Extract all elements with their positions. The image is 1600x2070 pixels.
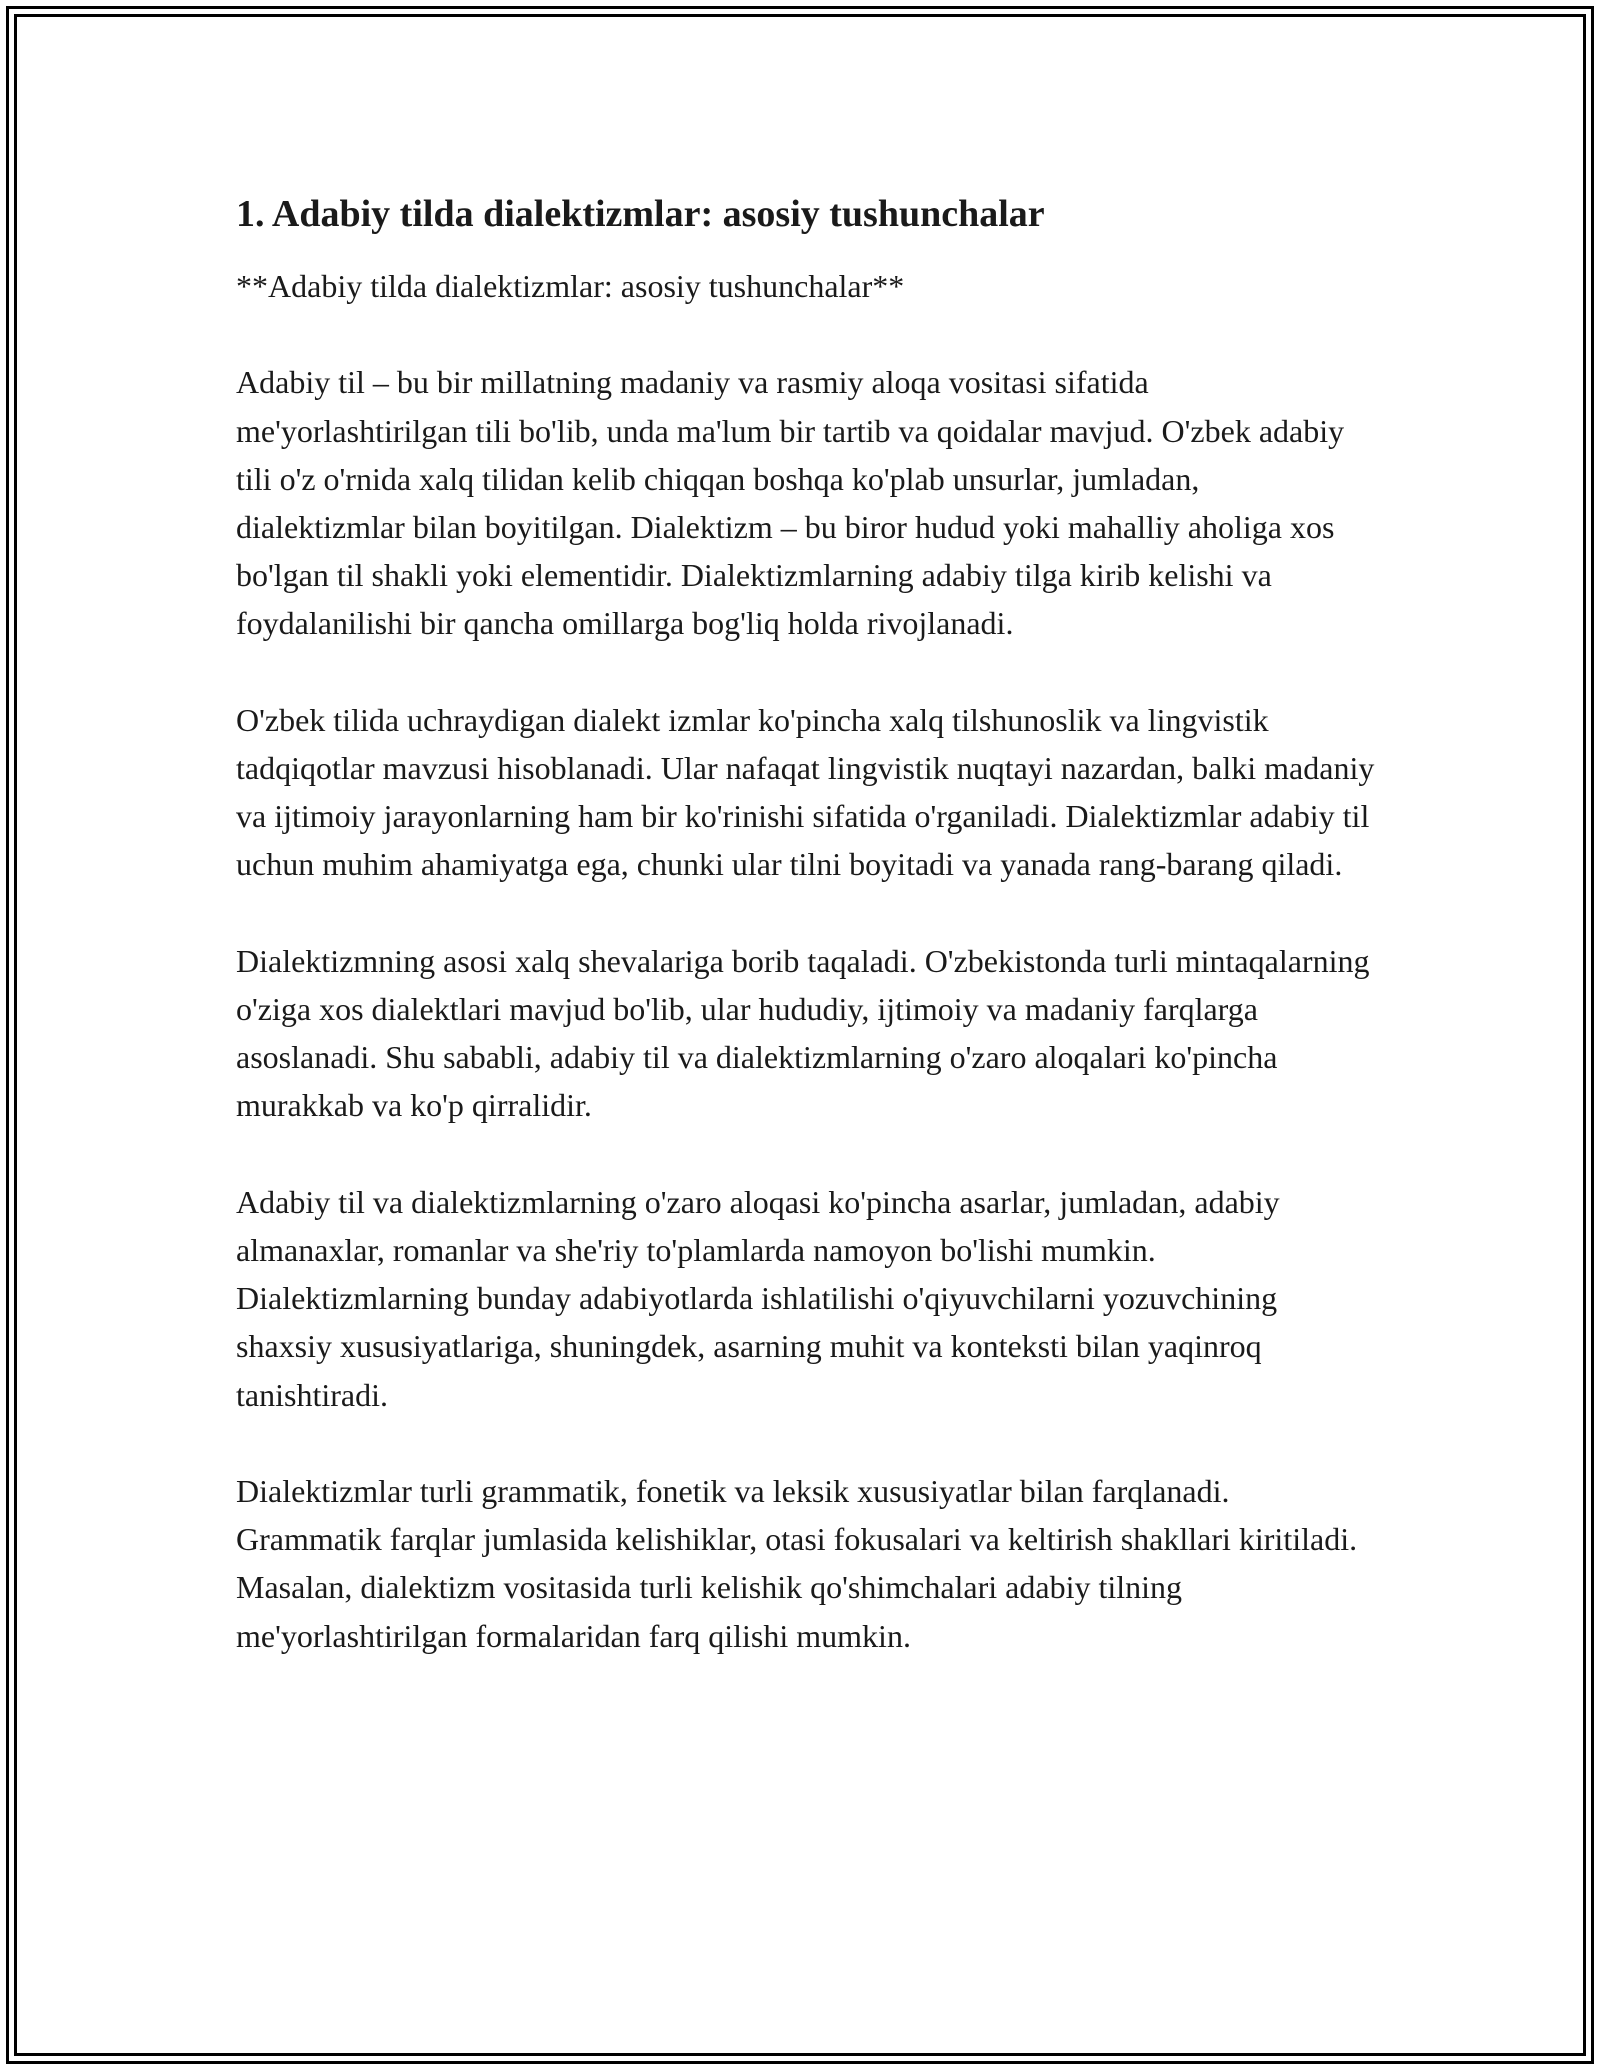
paragraph-3: Dialektizmning asosi xalq shevalariga borib taqaladi. O'zbekistonda turli mintaqalarning o'ziga xos dialektlari mavjud bo'lib, ular hududiy, ijtimoiy va madaniy farqlarga asoslanadi. Shu sababli, adabiy til va dialektizmlarning o'zaro aloqalari ko'pincha murakkab va ko'p qirralidir. [236,942,1370,1124]
section-subtitle: **Adabiy tilda dialektizmlar: asosiy tushunchalar** [236,268,905,304]
document-page [236,186,1376,1660]
section-title: 1. Adabiy tilda dialektizmlar: asosiy tushunchalar [236,193,1045,235]
paragraph-1: Adabiy til – bu bir millatning madaniy va rasmiy aloqa vositasi sifatida me'yorlashtirilgan tili bo'lib, unda ma'lum bir tartib va qoidalar mavjud. O'zbek adabiy tili o'z o'rnida xalq tilidan kelib chiqqan boshqa ko'plab unsurlar, jumladan, dialektizmlar bilan boyitilgan. Dialektizm – bu biror hudud yoki mahalliy aholiga xos bo'lgan til shakli yoki elementidir. Dialektizmlarning adabiy tilga kirib kelishi va foydalanilishi bir qancha omillarga bog'liq holda rivojlanadi. [236,364,1345,642]
paragraph-2: O'zbek tilida uchraydigan dialekt izmlar ko'pincha xalq tilshunoslik va lingvistik tadqiqotlar mavzusi hisoblanadi. Ular nafaqat lingvistik nuqtayi nazardan, balki madaniy va ijtimoiy jarayonlarning ham bir ko'rinishi sifatida o'rganiladi. Dialektizmlar adabiy til uchun muhim ahamiyatga ega, chunki ular tilni boyitadi va yanada rang-barang qiladi. [236,701,1375,883]
paragraph-4: Adabiy til va dialektizmlarning o'zaro aloqasi ko'pincha asarlar, jumladan, adabiy almanaxlar, romanlar va she'riy to'plamlarda namoyon bo'lishi mumkin. Dialektizmlarning bunday adabiyotlarda ishlatilishi o'qiyuvchilarni yozuvchining shaxsiy xususiyatlariga, shuningdek, asarning muhit va konteksti bilan yaqinroq tanishtiradi. [236,1183,1280,1413]
paragraph-5: Dialektizmlar turli grammatik, fonetik va leksik xususiyatlar bilan farqlanadi. Grammatik farqlar jumlasida kelishiklar, otasi fokusalari va keltirish shakllari kiritiladi. Masalan, dialektizm vositasida turli kelishik qo'shimchalari adabiy tilning me'yorlashtirilgan formalaridan farq qilishi mumkin. [236,1473,1358,1654]
